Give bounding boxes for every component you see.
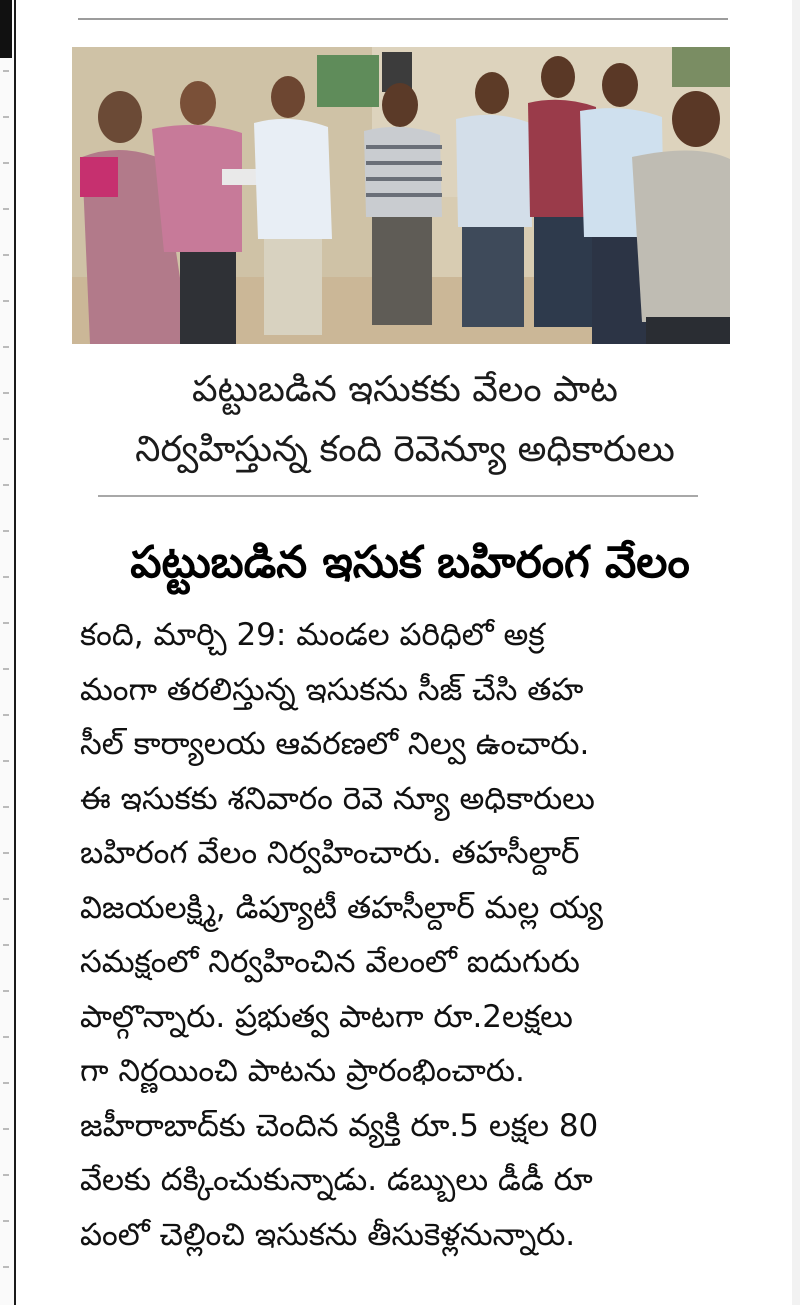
article-body (80, 608, 730, 1262)
article-line: విజయలక్ష్మి, డిప్యూటీ తహసీల్దార్ మల్ల య్య (80, 889, 603, 926)
article-headline: పట్టుబడిన ఇసుక బహిరంగ వేలం (130, 537, 690, 588)
article-line: జహీరాబాద్‌కు చెందిన వ్యక్తి రూ.5 లక్షల 80 (80, 1107, 599, 1144)
article-line: సీల్ కార్యాలయ ఆవరణలో నిల్వ ఉంచారు. (80, 726, 590, 762)
article-line: మంగా తరలిస్తున్న ఇసుకను సీజ్ చేసి తహ (80, 671, 584, 708)
edge-marks (3, 70, 9, 1290)
caption-line-2: నిర్వహిస్తున్న కంది రెవెన్యూ అధికారులు (135, 429, 675, 470)
article-line: పాల్గొన్నారు. ప్రభుత్వ పాటగా రూ.2లక్షలు (80, 998, 573, 1035)
page-right-edge (792, 0, 800, 1305)
article-line: గా నిర్ణయించి పాటను ప్రారంభించారు. (80, 1053, 525, 1089)
photo-caption (60, 360, 750, 480)
article-line: కంది, మార్చి 29: మండల పరిధిలో అక్ర (80, 617, 545, 653)
caption-line-1: పట్టుబడిన ఇసుకకు వేలం పాట (192, 369, 618, 410)
page-edge-strip (0, 0, 16, 1305)
news-photo (72, 47, 730, 344)
article-line: ఈ ఇసుకకు శనివారం రెవె న్యూ అధికారులు (80, 780, 595, 817)
article-line: సమక్షంలో నిర్వహించిన వేలంలో ఐదుగురు (80, 944, 580, 980)
article-line: పంలో చెల్లించి ఇసుకను తీసుకెళ్లనున్నారు. (80, 1216, 576, 1253)
article-line: బహిరంగ వేలం నిర్వహించారు. తహసీల్దార్ (80, 835, 580, 871)
caption-divider (98, 495, 698, 497)
edge-dark-block (0, 0, 12, 58)
top-divider (78, 18, 728, 20)
article-line: వేలకు దక్కించుకున్నాడు. డబ్బులు డీడీ రూ (80, 1162, 593, 1198)
